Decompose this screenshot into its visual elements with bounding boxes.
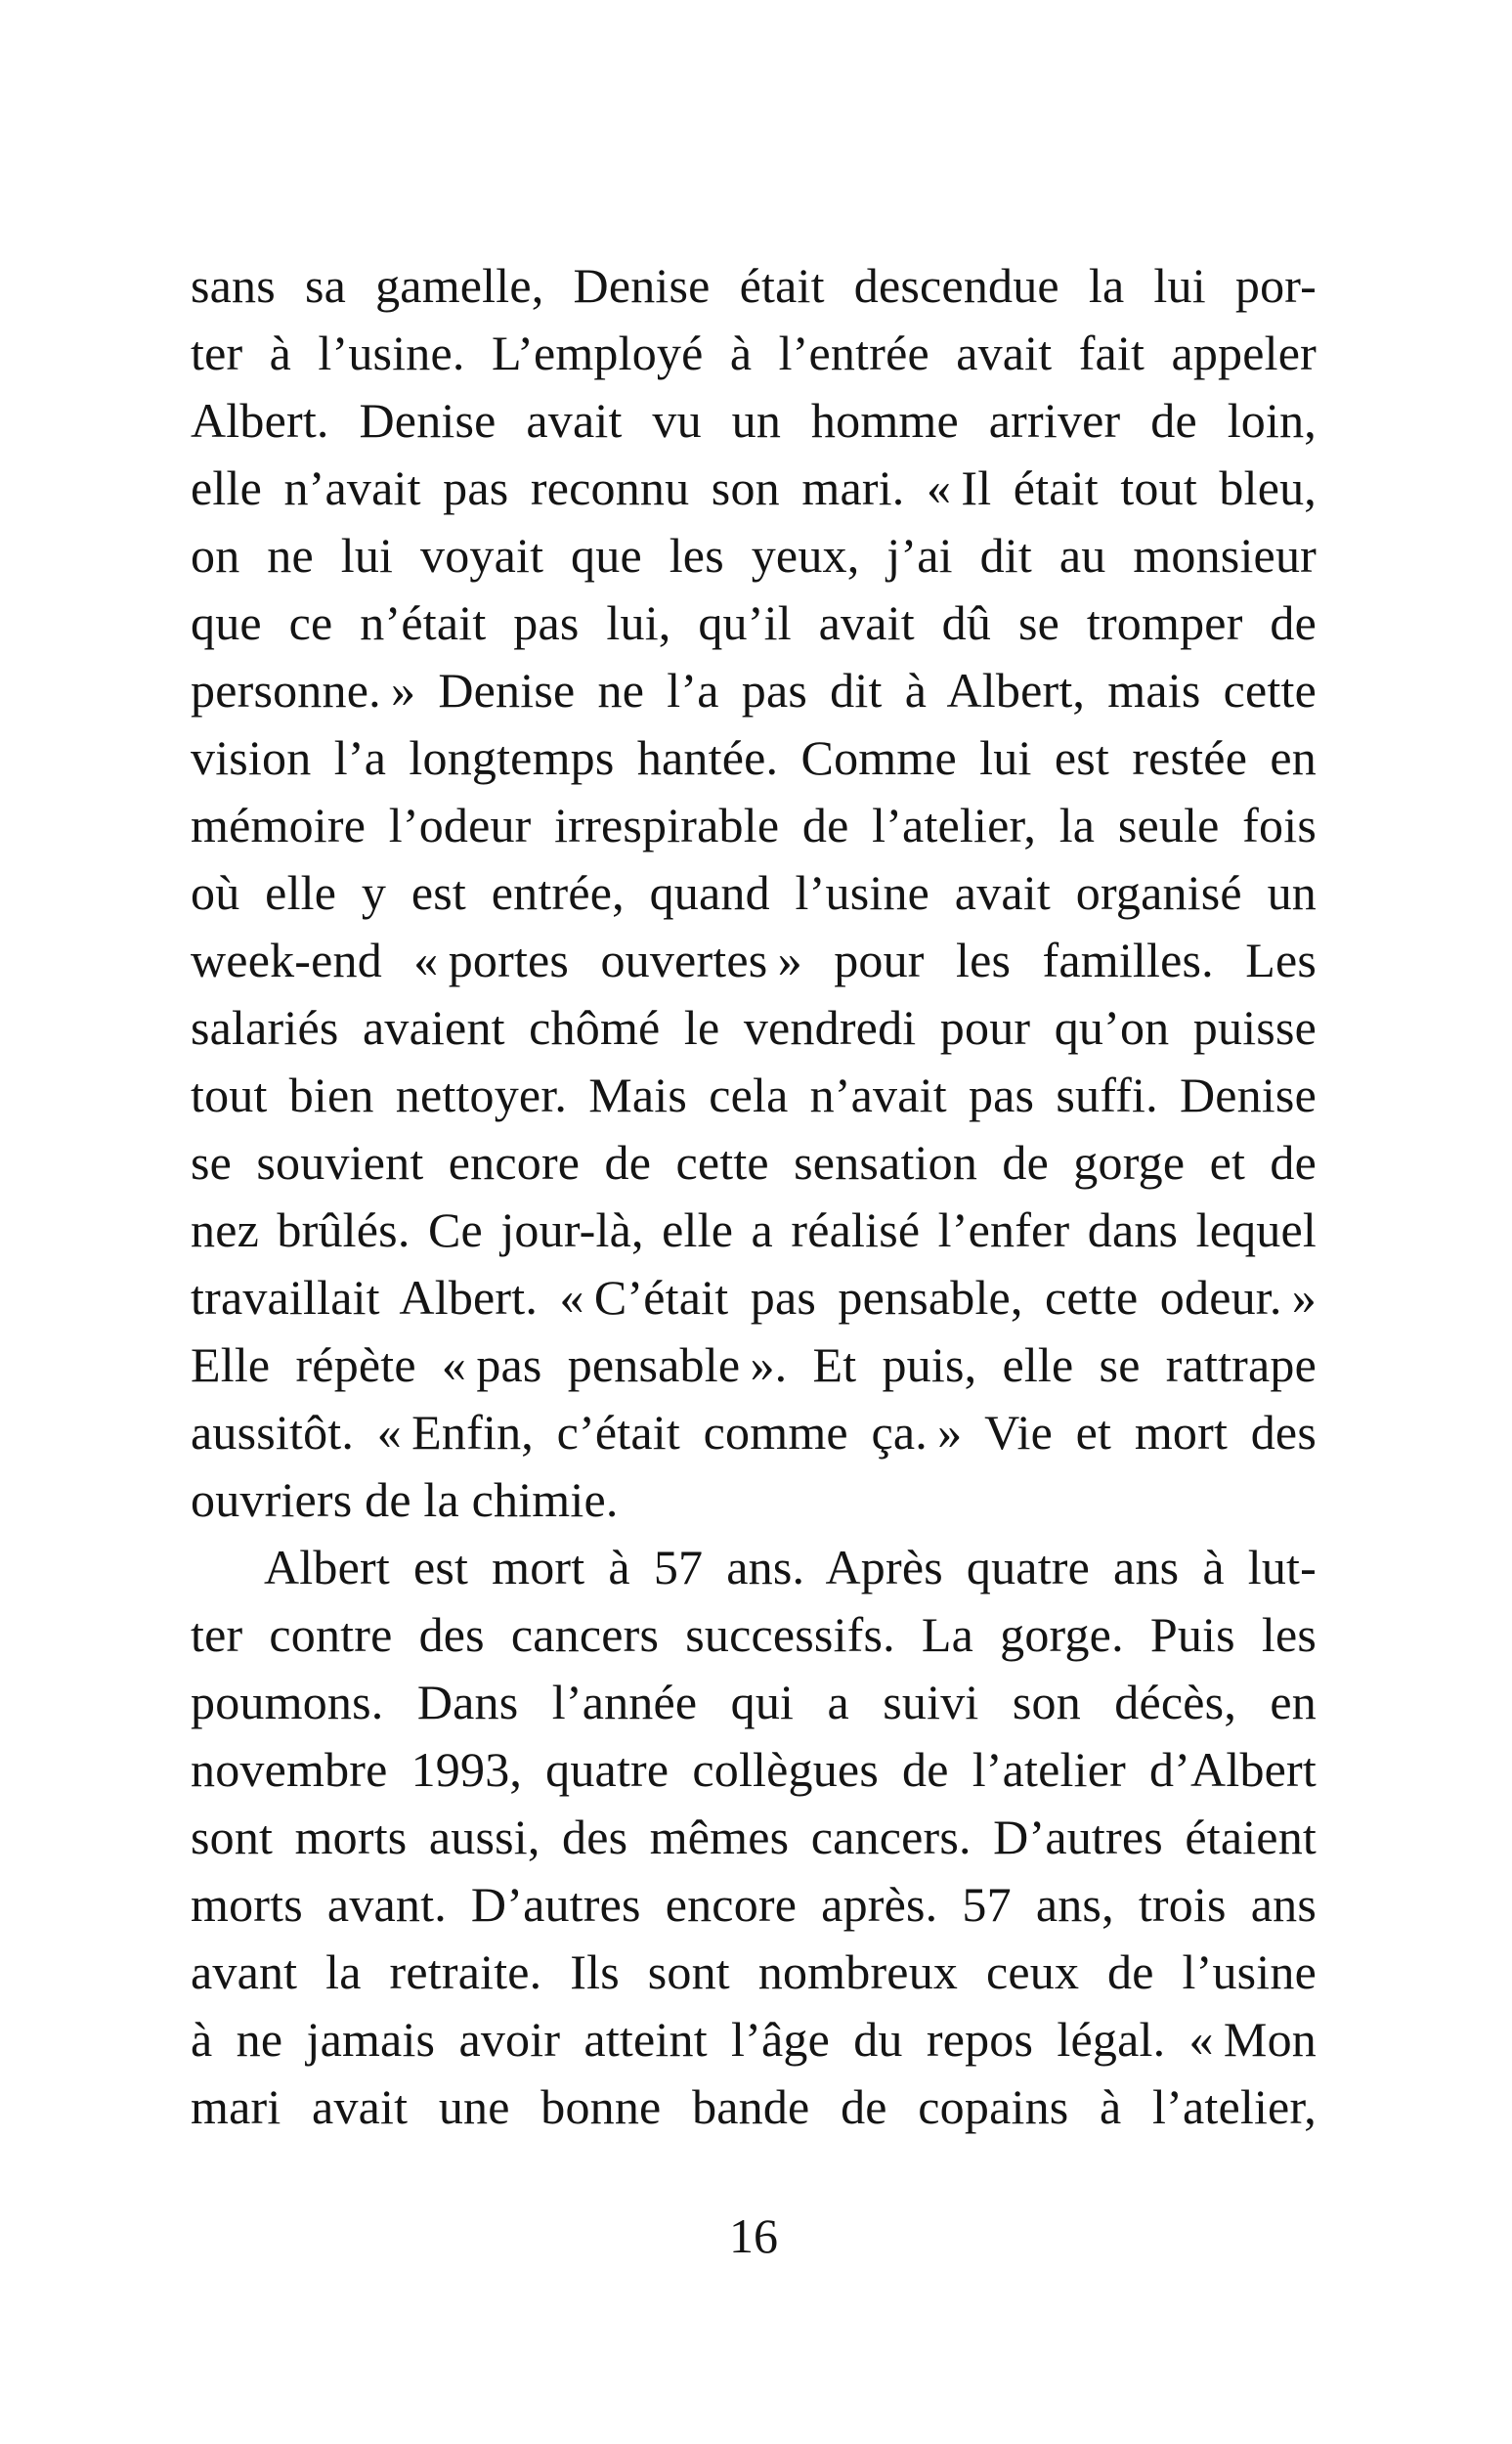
text-line: avant la retraite. Ils sont nombreux ceux de l’usine [191,1944,1317,1999]
text-line: aussitôt. « Enfin, c’était comme ça. » Vie et mort des [191,1405,1317,1460]
text-line: ter à l’usine. L’employé à l’entrée avait fait appeler [191,326,1317,380]
body-text [191,252,1317,2141]
text-line: à ne jamais avoir atteint l’âge du repos légal. « Mon [191,2012,1317,2067]
text-line: où elle y est entrée, quand l’usine avait organisé un [191,865,1317,920]
text-line-paragraph-end: ouvriers de la chimie. [191,1472,619,1527]
text-line: nez brûlés. Ce jour-là, elle a réalisé l’enfer dans lequel [191,1202,1317,1257]
text-line: mémoire l’odeur irrespirable de l’atelier, la seule fois [191,798,1317,852]
text-line: ter contre des cancers successifs. La gorge. Puis les [191,1607,1317,1662]
page-number: 16 [729,2208,778,2263]
text-line: mari avait une bonne bande de copains à l’atelier, [191,2079,1317,2134]
text-line: salariés avaient chômé le vendredi pour qu’on puisse [191,1000,1317,1055]
text-line-paragraph-start: Albert est mort à 57 ans. Après quatre ans à lut- [264,1540,1317,1594]
text-line: on ne lui voyait que les yeux, j’ai dit au monsieur [191,528,1317,583]
text-line: morts avant. D’autres encore après. 57 ans, trois ans [191,1877,1317,1932]
text-line: tout bien nettoyer. Mais cela n’avait pas suffi. Denise [191,1068,1317,1122]
text-line: sont morts aussi, des mêmes cancers. D’autres étaient [191,1810,1317,1864]
text-line: elle n’avait pas reconnu son mari. « Il était tout bleu, [191,460,1317,515]
text-line: Elle répète « pas pensable ». Et puis, elle se rattrape [191,1337,1317,1392]
text-line: novembre 1993, quatre collègues de l’atelier d’Albert [191,1742,1317,1797]
text-line: poumons. Dans l’année qui a suivi son décès, en [191,1675,1317,1729]
text-line: travaillait Albert. « C’était pas pensable, cette odeur. » [191,1270,1317,1325]
text-line: se souvient encore de cette sensation de gorge et de [191,1135,1317,1190]
text-line: vision l’a longtemps hantée. Comme lui est restée en [191,730,1317,785]
text-line: sans sa gamelle, Denise était descendue la lui por- [191,258,1317,313]
text-line: week-end « portes ouvertes » pour les familles. Les [191,933,1317,987]
text-line: personne. » Denise ne l’a pas dit à Albert, mais cette [191,663,1317,718]
text-line: Albert. Denise avait vu un homme arriver de loin, [191,393,1317,448]
text-line: que ce n’était pas lui, qu’il avait dû se tromper de [191,595,1317,650]
